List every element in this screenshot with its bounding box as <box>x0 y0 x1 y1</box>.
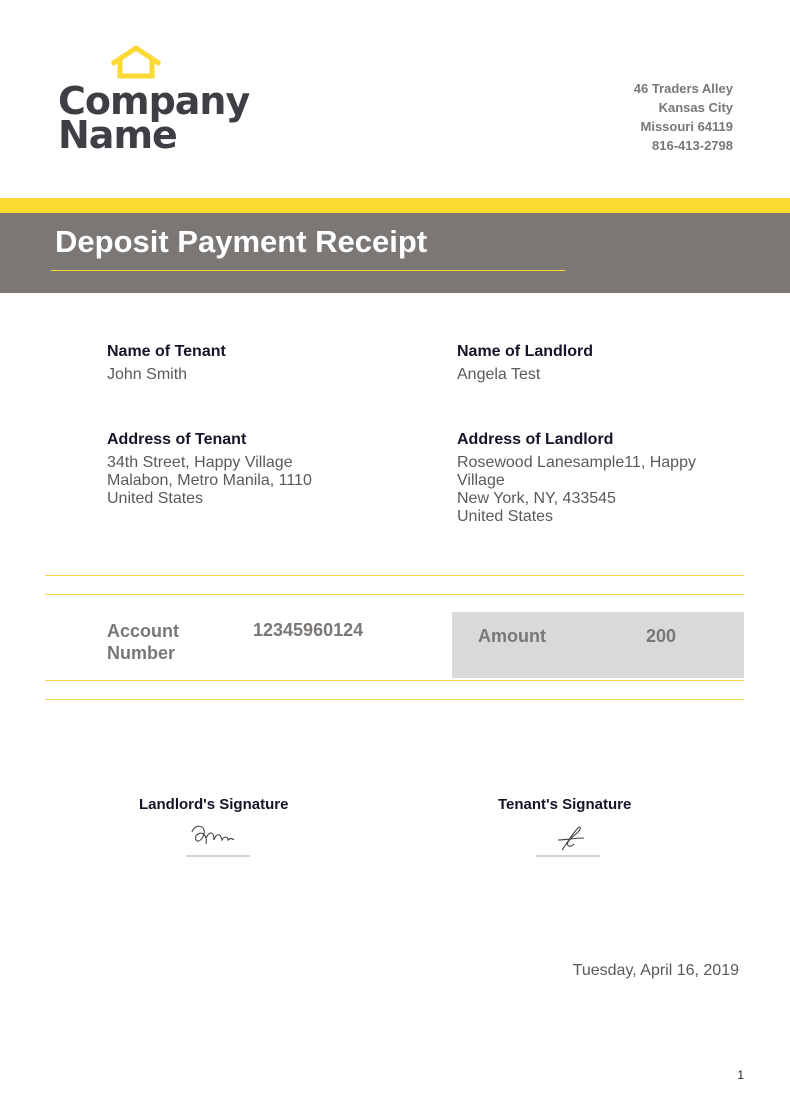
logo-line-2: Name <box>58 113 177 157</box>
tenant-address-field <box>107 431 312 508</box>
landlord-signature-label: Landlord's Signature <box>139 796 289 813</box>
landlord-name-label: Name of Landlord <box>457 343 594 360</box>
company-name-logo <box>58 79 250 157</box>
address-line-2: Kansas City <box>658 100 733 115</box>
amount-box <box>452 612 744 678</box>
tenant-address-line-2: Malabon, Metro Manila, 1110 <box>107 472 312 489</box>
amount-value: 200 <box>646 626 677 646</box>
logo-line-1: Company <box>58 79 250 123</box>
landlord-signature-image <box>184 820 254 860</box>
amount-label: Amount <box>478 626 546 646</box>
landlord-address-field <box>457 431 696 526</box>
page-number: 1 <box>737 1068 744 1082</box>
company-logo <box>58 44 250 164</box>
company-address <box>634 79 733 155</box>
landlord-address-line-2: Village <box>457 472 505 489</box>
company-phone: 816-413-2798 <box>652 138 733 153</box>
account-label-line-1: Account <box>107 621 179 641</box>
tenant-name-field <box>107 343 226 384</box>
tenant-signature-image <box>534 820 604 860</box>
landlord-address-line-3: New York, NY, 433545 <box>457 490 616 507</box>
accent-band <box>0 198 790 213</box>
account-number-label <box>107 620 217 664</box>
house-icon <box>108 44 164 80</box>
tenant-address-line-3: United States <box>107 490 204 507</box>
title-underline <box>51 270 565 271</box>
tenant-signature-label: Tenant's Signature <box>498 796 632 813</box>
divider <box>45 680 744 681</box>
tenant-address-value <box>107 454 312 508</box>
landlord-address-line-4: United States <box>457 508 554 525</box>
landlord-address-value <box>457 454 696 526</box>
receipt-date: Tuesday, April 16, 2019 <box>572 962 739 979</box>
account-number-value: 12345960124 <box>253 620 364 640</box>
divider <box>45 699 744 700</box>
address-line-3: Missouri 64119 <box>640 119 733 134</box>
landlord-address-label: Address of Landlord <box>457 431 614 448</box>
landlord-address-line-1: Rosewood Lanesample11, Happy <box>457 454 696 471</box>
account-label-line-2: Number <box>107 643 176 663</box>
tenant-address-line-1: 34th Street, Happy Village <box>107 454 293 471</box>
tenant-name-label: Name of Tenant <box>107 343 226 360</box>
tenant-address-label: Address of Tenant <box>107 431 247 448</box>
divider <box>45 575 744 576</box>
address-line-1: 46 Traders Alley <box>633 81 733 96</box>
tenant-name-value: John Smith <box>107 366 188 383</box>
landlord-name-field <box>457 343 593 384</box>
divider <box>45 594 744 595</box>
page-title: Deposit Payment Receipt <box>55 224 428 259</box>
landlord-name-value: Angela Test <box>457 366 541 383</box>
